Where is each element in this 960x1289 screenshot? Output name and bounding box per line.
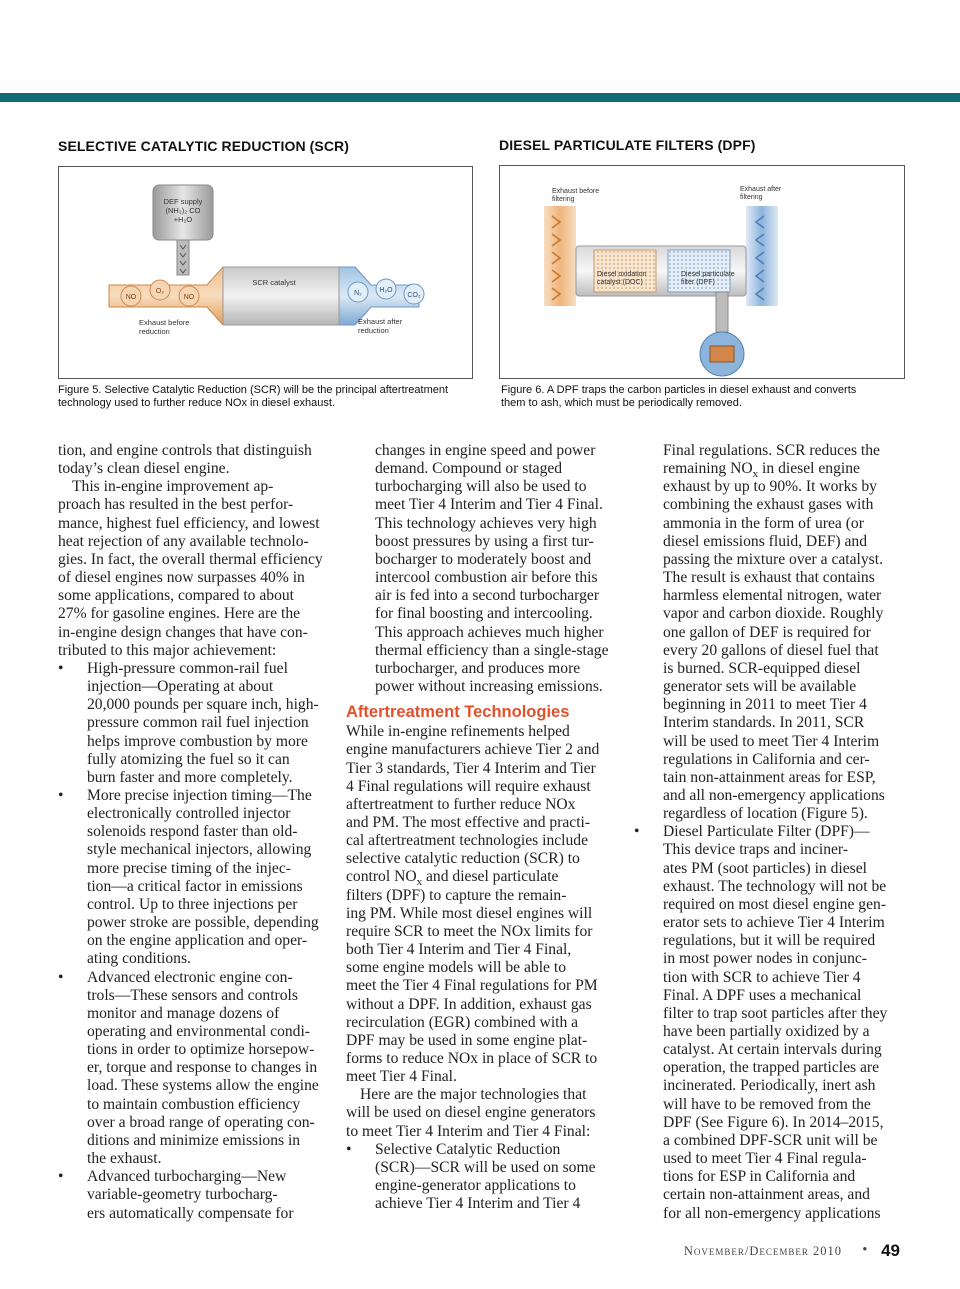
text-line: to meet Tier 4 Interim and Tier 4 Final: bbox=[346, 1122, 591, 1140]
text-line: Advanced electronic engine con- bbox=[87, 968, 293, 986]
text-line: harmless elemental nitrogen, water bbox=[663, 587, 882, 605]
text-line: This device traps and inciner- bbox=[663, 841, 849, 859]
def-label-2: (NH₂)₂ CO bbox=[165, 206, 201, 215]
text-line: operating and environmental condi- bbox=[87, 1023, 311, 1040]
scr-catalyst-label: SCR catalyst bbox=[252, 278, 296, 287]
scr-diagram bbox=[58, 166, 473, 379]
bullet-dot: • bbox=[58, 786, 64, 804]
section-heading: Aftertreatment Technologies bbox=[346, 703, 570, 722]
bullet-dot: • bbox=[58, 968, 64, 986]
text-line bbox=[663, 460, 914, 481]
bullet-item-engine-controls bbox=[58, 969, 330, 1169]
text-line: 20,000 pounds per square inch, high- bbox=[87, 696, 319, 714]
dpf-label-2: filter (DPF) bbox=[681, 279, 715, 286]
text-line: Final regulations. SCR reduces the bbox=[663, 442, 880, 459]
text-line: will have to be removed from the bbox=[663, 1095, 871, 1113]
text-line: and PM. The most effective and practi- bbox=[346, 813, 591, 831]
dpf-after-label-1: Exhaust after bbox=[740, 186, 782, 193]
text-line: and all non-emergency applications bbox=[663, 786, 885, 804]
text-line: will be used on diesel engine generators bbox=[346, 1104, 596, 1122]
text-line: in most power nodes in conjunc- bbox=[663, 950, 867, 968]
text-line: recirculation (EGR) combined with a bbox=[346, 1013, 579, 1031]
molecule-in-2-label: O₂ bbox=[155, 288, 165, 295]
text-line: is burned. SCR-equipped diesel bbox=[663, 659, 861, 677]
text-line: ers automatically compensate for bbox=[87, 1204, 294, 1222]
text-line: pressure common rail fuel injection bbox=[87, 714, 309, 732]
bullet-item-dpf bbox=[634, 823, 914, 1222]
text-line: mance, highest fuel efficiency, and lowest bbox=[58, 514, 320, 532]
text-line: Advanced turbocharging—New bbox=[87, 1168, 287, 1186]
dpf-inlet-pipe bbox=[544, 206, 576, 306]
text-line: Selective Catalytic Reduction bbox=[375, 1140, 561, 1158]
text-line: electronically controlled injector bbox=[87, 805, 291, 823]
text-line: turbocharger, and produces more bbox=[375, 659, 581, 677]
text-line: incinerated. Periodically, inert ash bbox=[663, 1077, 876, 1095]
text-line: control. Up to three injections per bbox=[87, 895, 298, 913]
text-line: trols—These sensors and controls bbox=[87, 986, 298, 1004]
text-line: Diesel Particulate Filter (DPF)— bbox=[663, 823, 870, 841]
bullet-item-common-rail bbox=[58, 660, 330, 787]
subscript: x bbox=[416, 876, 423, 889]
text-line: power without increasing emissions. bbox=[375, 678, 603, 696]
ash-channel bbox=[716, 292, 728, 332]
dpf-caption-line: them to ash, which must be periodically removed. bbox=[501, 397, 742, 409]
bullet-item-injection-timing bbox=[58, 787, 330, 969]
text-line: injection—Operating at about bbox=[87, 678, 274, 696]
text-line: changes in engine speed and power bbox=[375, 442, 596, 459]
scr-before-label-2: reduction bbox=[139, 327, 170, 336]
text-line: both Tier 4 Interim and Tier 4 Final, bbox=[346, 941, 572, 959]
text-line: gies. In fact, the overall thermal efficiency bbox=[58, 550, 323, 568]
text-line: every 20 gallons of diesel fuel that bbox=[663, 641, 879, 659]
text-line: 27% for gasoline engines. Here are the bbox=[58, 605, 301, 623]
dpf-figure-title: DIESEL PARTICULATE FILTERS (DPF) bbox=[499, 137, 756, 153]
text-line: operation, the trapped particles are bbox=[663, 1059, 880, 1077]
text-line: 4 Final regulations will require exhaust bbox=[346, 777, 591, 795]
def-label-1: DEF supply bbox=[163, 197, 203, 206]
text-line: today’s clean diesel engine. bbox=[58, 460, 230, 478]
text-line: High-pressure common-rail fuel bbox=[87, 659, 288, 677]
text-line: air is fed into a second turbocharger bbox=[375, 587, 600, 605]
paragraph-scr-cont bbox=[634, 442, 914, 823]
text-line: demand. Compound or staged bbox=[375, 460, 563, 478]
paragraph-turbo-cont bbox=[346, 442, 626, 696]
text-line: tions for ESP in California and bbox=[663, 1168, 856, 1186]
text-line: DPF may be used in some engine plat- bbox=[346, 1031, 588, 1049]
text-line: helps improve combustion by more bbox=[87, 732, 308, 750]
text-line: diesel emissions fluid, DEF) and bbox=[663, 532, 867, 550]
text-line: combining the exhaust gases with bbox=[663, 496, 874, 514]
text-line: used to meet Tier 4 Final regula- bbox=[663, 1150, 867, 1168]
footer-separator: • bbox=[862, 1242, 868, 1256]
doc-label-2: catalyst (DOC) bbox=[597, 279, 643, 286]
text-line: exhaust. The technology will not be bbox=[663, 877, 887, 895]
text-line: ing PM. While most diesel engines will bbox=[346, 904, 593, 922]
text-line: More precise injection timing—The bbox=[87, 786, 312, 804]
text-line: This approach achieves much higher bbox=[375, 623, 604, 641]
issue-date: November/December 2010 bbox=[683, 1244, 842, 1258]
bullet-item-turbocharging bbox=[58, 1168, 330, 1222]
text-line: boost pressures by using a first tur- bbox=[375, 532, 594, 550]
text-line: erator sets to achieve Tier 4 Interim bbox=[663, 914, 885, 932]
scr-diagram-svg bbox=[59, 167, 472, 378]
text-line: heat rejection of any available technolo- bbox=[58, 532, 309, 550]
scr-caption-line: technology used to further reduce NOx in diesel exhaust. bbox=[58, 397, 335, 409]
text-line: meet Tier 4 Interim and Tier 4 Final. bbox=[375, 496, 603, 514]
text-line: Final. A DPF uses a mechanical bbox=[663, 986, 862, 1004]
scr-after-label-2: reduction bbox=[358, 326, 389, 335]
text-column-2 bbox=[346, 442, 626, 1213]
text-line: require SCR to meet the NOx limits for bbox=[346, 922, 593, 940]
text-line: meet the Tier 4 Final regulations for PM bbox=[346, 977, 598, 995]
text-fragment: in diesel engine bbox=[758, 460, 860, 478]
text-line: Here are the major technologies that bbox=[360, 1086, 587, 1104]
text-line: regulations in California and cer- bbox=[663, 750, 870, 768]
dpf-diagram bbox=[499, 165, 905, 379]
dpf-outlet-pipe bbox=[746, 206, 778, 306]
text-column-1 bbox=[58, 442, 330, 1223]
dpf-diagram-svg bbox=[500, 166, 904, 378]
bullet-item-scr bbox=[346, 1141, 626, 1214]
text-line: tions in order to optimize horsepow- bbox=[87, 1041, 315, 1059]
text-fragment: and diesel particulate bbox=[422, 868, 559, 886]
text-line: bocharger to moderately boost and bbox=[375, 550, 592, 568]
molecule-out-1-label: N₂ bbox=[354, 290, 362, 297]
text-line: monitor and manage dozens of bbox=[87, 1004, 280, 1022]
text-line: This technology achieves very high bbox=[375, 514, 597, 532]
text-line: DPF (See Figure 6). In 2014–2015, bbox=[663, 1113, 884, 1131]
text-column-3 bbox=[634, 442, 914, 1223]
text-line: This in-engine improvement ap- bbox=[72, 478, 274, 496]
text-line: have been partially oxidized by a bbox=[663, 1023, 870, 1040]
text-line: exhaust by up to 90%. It works by bbox=[663, 478, 877, 496]
text-line: load. These systems allow the engine bbox=[87, 1077, 319, 1095]
text-line: ates PM (soot particles) in diesel bbox=[663, 859, 867, 877]
bullet-dot: • bbox=[58, 1168, 64, 1186]
text-line: without a DPF. In addition, exhaust gas bbox=[346, 995, 592, 1013]
dpf-caption-line: Figure 6. A DPF traps the carbon particles in diesel exhaust and converts bbox=[501, 384, 857, 396]
text-line: fully atomizing the fuel so it can bbox=[87, 750, 290, 768]
bullet-dot: • bbox=[58, 659, 64, 677]
text-line: engine manufacturers achieve Tier 2 and bbox=[346, 741, 600, 759]
text-line: proach has resulted in the best perfor- bbox=[58, 496, 294, 514]
dpf-label-1: Diesel particulate bbox=[681, 271, 735, 278]
text-line: required on most diesel engine gen- bbox=[663, 895, 887, 913]
text-line: a combined DPF-SCR unit will be bbox=[663, 1131, 878, 1149]
scr-after-label-1: Exhaust after bbox=[358, 317, 403, 326]
text-line: power stroke are possible, depending bbox=[87, 914, 319, 932]
text-line: forms to reduce NOx in place of SCR to bbox=[346, 1050, 598, 1067]
bullet-dot: • bbox=[346, 1140, 352, 1158]
text-line: the exhaust. bbox=[87, 1150, 162, 1168]
text-line: on the engine application and oper- bbox=[87, 932, 308, 950]
text-line: tion with SCR to achieve Tier 4 bbox=[663, 968, 861, 986]
dpf-caption bbox=[501, 384, 911, 410]
dpf-before-label-2: filtering bbox=[552, 196, 575, 203]
text-line: over a broad range of operating con- bbox=[87, 1113, 315, 1131]
text-line: thermal efficiency than a single-stage bbox=[375, 641, 609, 659]
text-line: engine-generator applications to bbox=[375, 1177, 576, 1195]
text-line: ditions and minimize emissions in bbox=[87, 1131, 301, 1149]
subscript: x bbox=[752, 468, 759, 481]
text-line: tion—a critical factor in emissions bbox=[87, 877, 303, 895]
scr-catalyst bbox=[223, 267, 339, 325]
text-line: tain non-attainment areas for ESP, bbox=[663, 768, 876, 786]
text-line: regulations, but it will be required bbox=[663, 932, 876, 950]
text-line: will be used to meet Tier 4 Interim bbox=[663, 732, 880, 750]
molecule-in-3-label: NO bbox=[183, 294, 195, 301]
text-line: beginning in 2011 to meet Tier 4 bbox=[663, 696, 867, 714]
text-line: meet Tier 4 Final. bbox=[346, 1068, 457, 1086]
text-line: Interim standards. In 2011, SCR bbox=[663, 714, 865, 732]
text-line: certain non-attainment areas, and bbox=[663, 1186, 870, 1204]
molecule-out-3-label: CO₂ bbox=[407, 292, 421, 299]
text-line: intercool combustion air before this bbox=[375, 569, 598, 587]
text-line: ating conditions. bbox=[87, 950, 191, 968]
text-line: regardless of location (Figure 5). bbox=[663, 805, 868, 823]
text-line: for final boosting and intercooling. bbox=[375, 605, 593, 623]
dpf-after-label-2: filtering bbox=[740, 194, 763, 201]
text-line: cal aftertreatment technologies include bbox=[346, 832, 589, 850]
text-line: (SCR)—SCR will be used on some bbox=[375, 1158, 596, 1176]
text-line: burn faster and more completely. bbox=[87, 768, 293, 786]
text-line: one gallon of DEF is required for bbox=[663, 623, 871, 641]
doc-label-1: Diesel oxidation bbox=[597, 271, 647, 278]
text-line: catalyst. At certain intervals during bbox=[663, 1041, 882, 1059]
dpf-before-label-1: Exhaust before bbox=[552, 188, 600, 195]
text-line: vapor and carbon dioxide. Roughly bbox=[663, 605, 884, 623]
text-line: style mechanical injectors, allowing bbox=[87, 841, 312, 859]
text-line: filters (DPF) to capture the remain- bbox=[346, 886, 567, 904]
text-line: of diesel engines now surpasses 40% in bbox=[58, 569, 305, 587]
text-line: Tier 3 standards, Tier 4 Interim and Tier bbox=[346, 759, 596, 777]
text-line: selective catalytic reduction (SCR) to bbox=[346, 850, 580, 868]
scr-before-label-1: Exhaust before bbox=[139, 318, 190, 327]
scr-caption-line: Figure 5. Selective Catalytic Reduction (SCR) will be the principal aftertreatment bbox=[58, 384, 449, 396]
text-line: The result is exhaust that contains bbox=[663, 569, 875, 587]
scr-caption bbox=[58, 384, 478, 410]
text-line: generator sets will be available bbox=[663, 678, 857, 696]
scr-figure-title: SELECTIVE CATALYTIC REDUCTION (SCR) bbox=[58, 138, 350, 154]
text-line: more precise timing of the injec- bbox=[87, 859, 291, 877]
header-bar bbox=[0, 93, 960, 102]
ash-detail bbox=[710, 346, 734, 362]
molecule-out-2-label: H₂O bbox=[379, 287, 393, 294]
bullet-dot: • bbox=[634, 823, 640, 841]
text-line: er, torque and response to changes in bbox=[87, 1059, 318, 1077]
text-line: some engine models will be able to bbox=[346, 959, 566, 977]
text-line: in-engine design changes that have con- bbox=[58, 623, 308, 641]
text-line: to maintain combustion efficiency bbox=[87, 1095, 301, 1113]
text-line: achieve Tier 4 Interim and Tier 4 bbox=[375, 1195, 581, 1213]
text-line: some applications, compared to about bbox=[58, 587, 295, 605]
text-fragment: remaining NO bbox=[663, 460, 753, 478]
text-line: turbocharging will also be used to bbox=[375, 478, 587, 496]
text-line bbox=[346, 868, 626, 889]
text-line: While in-engine refinements helped bbox=[346, 723, 570, 741]
page-number: 49 bbox=[881, 1241, 900, 1260]
text-line: ammonia in the form of urea (or bbox=[663, 514, 864, 532]
text-line: for all non-emergency applications bbox=[663, 1204, 881, 1222]
text-line: tion, and engine controls that distinguish bbox=[58, 442, 312, 459]
text-line: solenoids respond faster than old- bbox=[87, 823, 298, 841]
text-line: aftertreatment to further reduce NOx bbox=[346, 795, 576, 813]
text-fragment: control NO bbox=[346, 868, 417, 886]
molecule-in-1-label: NO bbox=[125, 294, 137, 301]
def-label-3: +H₂O bbox=[173, 215, 193, 224]
text-line: passing the mixture over a catalyst. bbox=[663, 550, 883, 568]
text-line: variable-geometry turbocharg- bbox=[87, 1186, 278, 1204]
text-line: tributed to this major achievement: bbox=[58, 641, 277, 659]
text-line: filter to trap soot particles after they bbox=[663, 1004, 888, 1022]
